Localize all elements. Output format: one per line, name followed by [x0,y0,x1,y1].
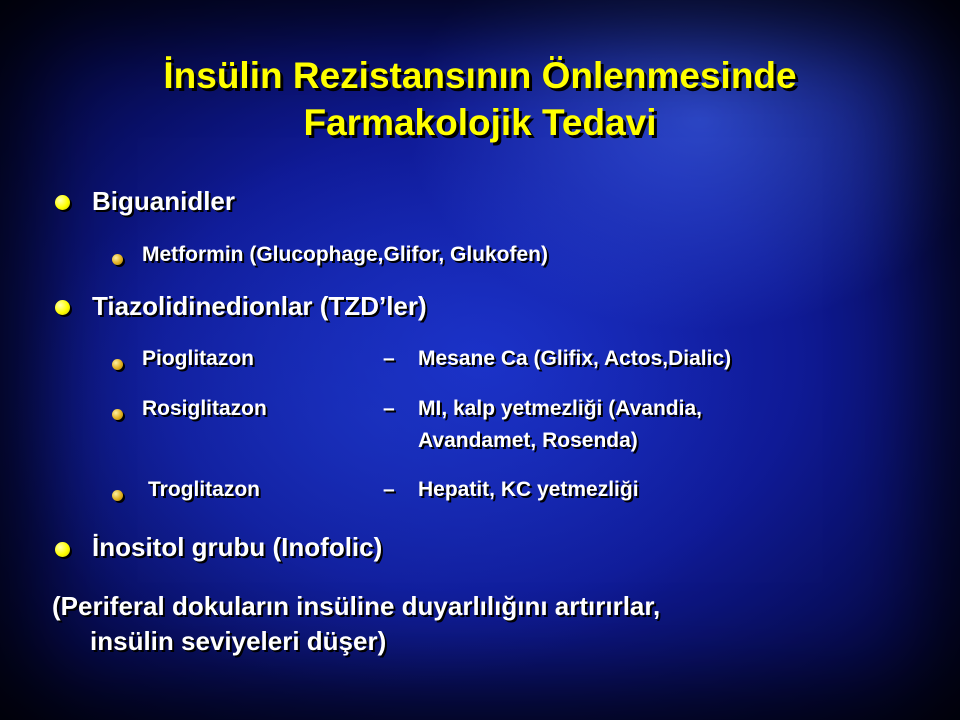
sub-item-dash: – [383,347,395,370]
bullet-dot-icon [55,542,70,557]
sub-bullet-dot-icon [112,490,123,501]
sub-item-rosiglitazon: Rosiglitazon [142,397,267,420]
slide-title [0,52,960,146]
sub-item-note: Hepatit, KC yetmezliği [418,478,639,501]
sub-bullet-dot-icon [112,359,123,370]
bullet-dot-icon [55,300,70,315]
bullet-dot-icon [55,195,70,210]
footnote-line-2: insülin seviyeleri düşer) [90,626,387,656]
sub-item-pioglitazon: Pioglitazon [142,347,254,370]
sub-item-troglitazon: Troglitazon [148,478,260,501]
bullet-tiazolidinedionlar: Tiazolidinedionlar (TZD’ler) [92,291,427,321]
bullet-inositol: İnositol grubu (Inofolic) [92,532,383,562]
sub-item-note: MI, kalp yetmezliği (Avandia, [418,397,702,420]
sub-item-dash: – [383,397,395,420]
sub-bullet-dot-icon [112,409,123,420]
bullet-biguanidler: Biguanidler [92,186,236,216]
footnote-line-1: (Periferal dokuların insüline duyarlılığını artırırlar, [52,591,661,621]
sub-item-metformin: Metformin (Glucophage,Glifor, Glukofen) [142,243,549,266]
sub-item-dash: – [383,478,395,501]
sub-item-note: Mesane Ca (Glifix, Actos,Dialic) [418,347,732,370]
sub-bullet-dot-icon [112,254,123,265]
title-line-1: İnsülin Rezistansının Önlenmesinde [163,55,797,96]
title-line-2: Farmakolojik Tedavi [303,102,657,143]
sub-item-note-continued: Avandamet, Rosenda) [418,429,638,452]
